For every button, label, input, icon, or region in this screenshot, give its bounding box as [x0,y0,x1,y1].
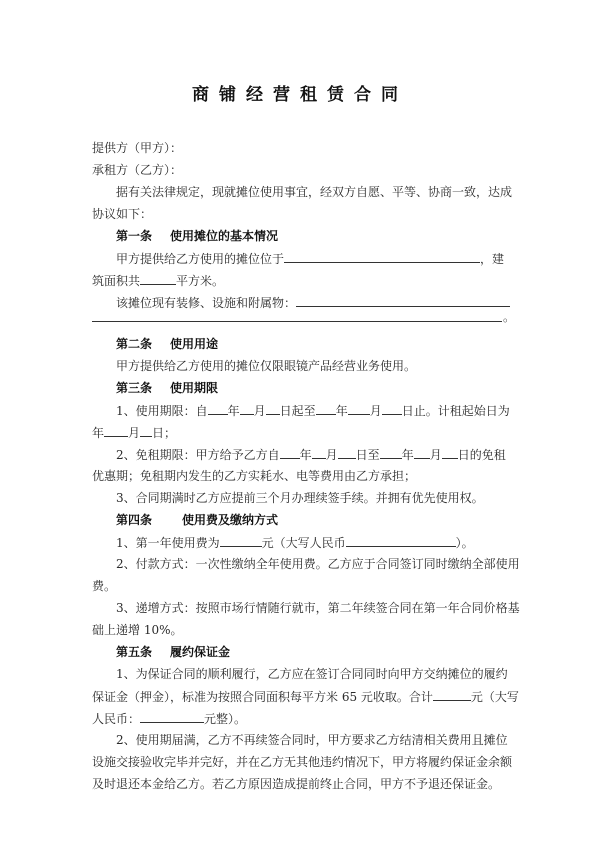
text: 月 [369,404,382,418]
free-start-day-blank[interactable] [338,446,356,459]
text: 日止。计租起始日为 [401,404,510,418]
article-5-number: 第五条 [116,645,153,659]
text: 日； [152,426,177,440]
article-5-item-2-cont-2: 及时退还本金给乙方。若乙方原因造成提前终止合同，甲方不予退还保证金。 [92,777,501,791]
end-month-blank[interactable] [348,402,370,415]
text: 日至 [355,448,380,462]
text: 月 [128,426,141,440]
first-year-fee-blank[interactable] [220,534,262,547]
free-end-year-blank[interactable] [380,446,402,459]
article-2-para-1: 甲方提供给乙方使用的摊位仅限眼镜产品经营业务使用。 [116,359,417,373]
article-4-heading [92,512,536,528]
article-1-heading [92,228,536,244]
deposit-in-words-blank[interactable] [140,710,204,723]
free-start-year-blank[interactable] [280,446,300,459]
article-4-item-3: 3、递增方式：按照市场行情随行就市，第二年续签合同在第一年合同价格基 [116,601,520,615]
text: 元（大写人民币 [261,536,346,550]
text: 甲方提供给乙方使用的摊位位于 [116,252,285,266]
text: 日起至 [279,404,316,418]
article-4-item-1 [92,534,536,551]
article-1-para-1 [92,250,536,267]
period: 。 [503,310,516,324]
article-5-item-1: 1、为保证合同的顺利履行，乙方应在签订合同同时向甲方交纳摊位的履约 [116,667,508,681]
start-day-blank[interactable] [266,402,280,415]
article-3-item-2-cont: 优惠期；免租期内发生的乙方实耗水、电等费用由乙方承担； [92,469,417,483]
text: 平方米。 [176,274,225,288]
article-1-para-2 [92,294,536,311]
article-3-item-1-cont [92,424,512,441]
article-4-item-2: 2、付款方式：一次性缴纳全年使用费。乙方应于合同签订同时缴纳全部使用 [116,557,520,571]
article-4-item-3-cont: 础上递增 10%。 [92,623,183,637]
article-4-number: 第四条 [116,513,153,527]
text: 年 [335,404,348,418]
rent-start-day-blank[interactable] [140,424,152,437]
preamble-line-2: 协议如下： [92,207,153,221]
article-5-item-1-cont [92,688,519,705]
facilities-blank[interactable] [296,294,510,307]
text: 1、使用期限：自 [116,404,208,418]
article-3-item-1 [92,402,536,419]
party-b-label: 承租方（乙方）： [92,163,183,177]
start-month-blank[interactable] [240,402,254,415]
text: 元（大写 [470,690,519,704]
article-5-item-2-cont: 设施交接验收完毕并完好，并在乙方无其他违约情况下，甲方将履约保证金余额 [92,755,513,769]
article-4-title: 使用费及缴纳方式 [182,513,279,527]
text: 日的免租 [457,448,506,462]
article-5-item-1-cont-2 [92,710,512,727]
text: ）。 [455,536,474,550]
preamble-line-1: 据有关法律规定，现就摊位使用事宜，经双方自愿、平等、协商一致，达成 [116,185,513,199]
party-a-label: 提供方（甲方）： [92,141,183,155]
article-2-title: 使用用途 [170,337,219,351]
deposit-total-blank[interactable] [433,688,471,701]
article-5-title: 履约保证金 [170,645,231,659]
location-blank[interactable] [284,250,480,263]
text: 2、免租期限：甲方给予乙方自 [116,448,280,462]
text: 筑面积共 [92,274,141,288]
text: 月 [253,404,266,418]
facilities-blank-line-2[interactable] [92,321,502,322]
article-2-heading [92,336,536,352]
text: 年 [227,404,240,418]
text: 该摊位现有装修、设施和附属物： [116,296,297,310]
end-year-blank[interactable] [316,402,336,415]
text: 年 [299,448,312,462]
text: 年 [401,448,414,462]
free-end-day-blank[interactable] [442,446,458,459]
end-day-blank[interactable] [382,402,402,415]
fee-in-words-blank[interactable] [346,534,456,547]
free-end-month-blank[interactable] [414,446,430,459]
article-3-number: 第三条 [116,381,153,395]
article-5-item-2: 2、使用期届满，乙方不再续签合同时，甲方要求乙方结清相关费用且摊位 [116,733,508,747]
document-title: 商铺经营租赁合同 [192,85,408,105]
rent-start-month-blank[interactable] [104,424,128,437]
start-year-blank[interactable] [208,402,228,415]
article-3-item-2 [92,446,536,463]
text: 月 [325,448,338,462]
article-4-item-2-cont: 费。 [92,579,117,593]
text: 人民币： [92,712,141,726]
article-3-title: 使用期限 [170,381,219,395]
text: 1、第一年使用费为 [116,536,220,550]
article-5-heading [92,644,536,660]
text: ，建 [480,252,505,266]
free-start-month-blank[interactable] [312,446,326,459]
article-1-title: 使用摊位的基本情况 [170,229,279,243]
text: 月 [429,448,442,462]
article-2-number: 第二条 [116,337,153,351]
article-1-number: 第一条 [116,229,153,243]
article-3-item-3: 3、合同期满时乙方应提前三个月办理续签手续。并拥有优先使用权。 [116,491,484,505]
text: 元整）。 [204,712,247,726]
area-blank[interactable] [140,272,176,285]
text: 年 [92,426,105,440]
article-3-heading [92,380,536,396]
article-1-para-1-cont [92,272,512,289]
text: 保证金（押金），标准为按照合同面积每平方米 65 元收取。合计 [92,690,433,704]
